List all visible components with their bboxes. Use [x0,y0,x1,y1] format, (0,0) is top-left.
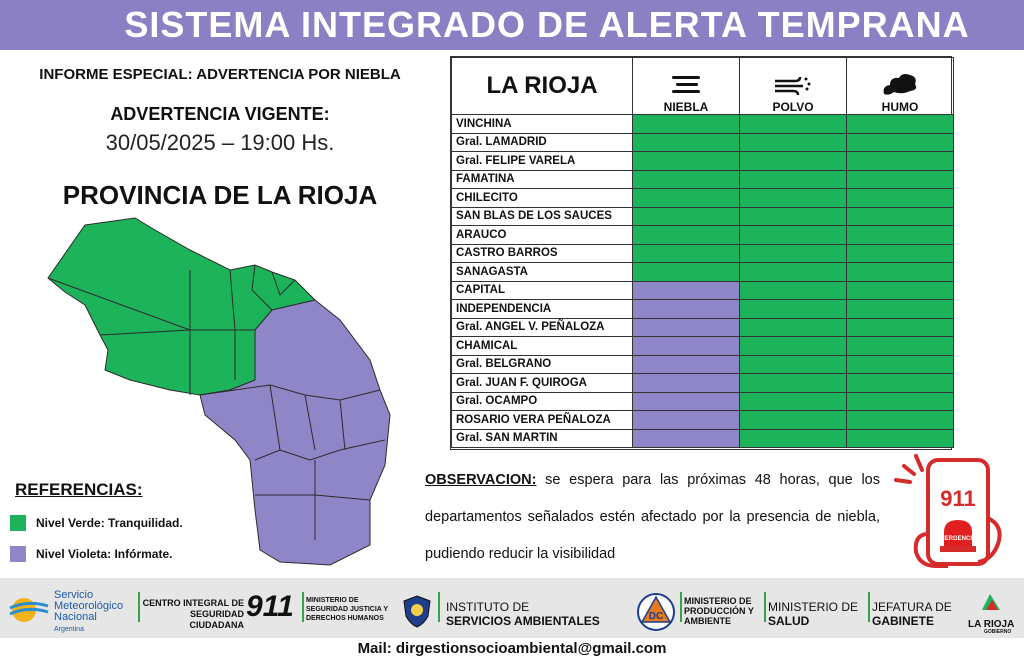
department-name: SAN BLAS DE LOS SAUCES [452,207,633,226]
centro-number: 911 [246,590,294,623]
la-rioja-text: LA RIOJA [968,619,1015,630]
divider [438,592,440,622]
emergency-phone-icon [886,448,1016,578]
alert-level-polvo [740,337,847,356]
alert-level-humo [847,244,954,263]
department-name: VINCHINA [452,115,633,134]
alert-level-humo [847,152,954,171]
department-name: CASTRO BARROS [452,244,633,263]
advertencia-label: ADVERTENCIA VIGENTE: [110,104,330,124]
page-title: SISTEMA INTEGRADO DE ALERTA TEMPRANA [124,4,970,45]
table-row [452,226,954,245]
alert-level-niebla [633,392,740,411]
department-name: Gral. LAMADRID [452,133,633,152]
table-row [452,133,954,152]
reference-violet-label: Nivel Violeta: Infórmate. [36,547,173,561]
department-name: Gral. JUAN F. QUIROGA [452,374,633,393]
table-row [452,263,954,282]
alert-level-niebla [633,300,740,319]
alert-level-niebla [633,429,740,448]
alert-level-humo [847,429,954,448]
alert-level-humo [847,337,954,356]
alert-level-humo [847,281,954,300]
observation-text [425,462,880,573]
alert-level-polvo [740,244,847,263]
alert-level-niebla [633,411,740,430]
alert-level-niebla [633,374,740,393]
alert-level-humo [847,263,954,282]
observation-label: OBSERVACION: [425,472,537,488]
table-row [452,152,954,171]
alert-level-niebla [633,133,740,152]
jefatura-line1: JEFATURA DE [872,600,952,614]
hazard-label-niebla: NIEBLA [663,100,709,114]
alert-level-humo [847,374,954,393]
hazard-header-polvo [740,58,847,115]
alert-level-humo [847,133,954,152]
alert-level-humo [847,115,954,134]
alert-level-humo [847,355,954,374]
alert-level-niebla [633,355,740,374]
table-row [452,392,954,411]
alert-level-humo [847,300,954,319]
alert-level-polvo [740,281,847,300]
hazard-label-humo: HUMO [881,100,919,114]
alert-level-humo [847,411,954,430]
alert-table [450,56,952,450]
emergency-number: 911 [940,486,976,511]
table-row [452,429,954,448]
header-bar [0,0,1024,50]
alert-level-niebla [633,226,740,245]
reference-violet [10,546,172,562]
salud-line1: MINISTERIO DE [768,600,859,614]
alert-level-niebla [633,170,740,189]
table-row [452,337,954,356]
department-name: Gral. OCAMPO [452,392,633,411]
alert-level-polvo [740,189,847,208]
alert-level-polvo [740,318,847,337]
hazard-header-niebla [633,58,740,115]
alert-level-niebla [633,318,740,337]
alert-level-polvo [740,429,847,448]
dc-text: DC [648,611,664,622]
advertencia-date: 30/05/2025 – 19:00 Hs. [105,130,335,155]
alert-level-polvo [740,300,847,319]
alert-level-niebla [633,189,740,208]
table-row [452,318,954,337]
table-region-header: LA RIOJA [452,58,633,115]
reference-green-label: Nivel Verde: Tranquilidad. [36,516,183,530]
department-name: Gral. SAN MARTIN [452,429,633,448]
contact-mail: Mail: dirgestionsocioambiental@gmail.com [357,640,667,657]
alert-level-humo [847,392,954,411]
alert-level-niebla [633,281,740,300]
smn-country: Argentina [54,626,84,633]
jefatura-line2: GABINETE [872,614,935,628]
department-name: CHAMICAL [452,337,633,356]
alert-level-polvo [740,152,847,171]
smn-logo-icon [8,594,50,626]
department-name: ARAUCO [452,226,633,245]
alert-level-niebla [633,337,740,356]
gobierno-text: GOBIERNO [984,629,1012,635]
alert-level-niebla [633,244,740,263]
alert-level-polvo [740,374,847,393]
table-row [452,170,954,189]
salud-line2: SALUD [768,614,810,628]
alert-level-polvo [740,355,847,374]
table-row [452,115,954,134]
divider [680,592,682,622]
green-swatch [10,515,26,531]
divider [868,592,870,622]
table-row [452,207,954,226]
alert-level-polvo [740,115,847,134]
emergency-label: EMERGENCIAS [935,536,981,542]
alert-level-polvo [740,411,847,430]
table-row [452,374,954,393]
department-name: ROSARIO VERA PEÑALOZA [452,411,633,430]
table-row [452,355,954,374]
table-row [452,300,954,319]
violet-swatch [10,546,26,562]
alert-level-niebla [633,263,740,282]
table-row [452,411,954,430]
alert-level-humo [847,189,954,208]
alert-level-humo [847,318,954,337]
hazard-header-humo [847,58,954,115]
instituto-line1: INSTITUTO DE [446,600,530,614]
department-name: CHILECITO [452,189,633,208]
footer-logos [0,578,1024,638]
table-row [452,281,954,300]
alert-level-polvo [740,170,847,189]
department-name: SANAGASTA [452,263,633,282]
report-subtitle: INFORME ESPECIAL: ADVERTENCIA POR NIEBLA [39,66,401,83]
centro-name: CENTRO INTEGRAL DE SEGURIDAD CIUDADANA [142,598,244,630]
table-row [452,189,954,208]
alert-level-niebla [633,152,740,171]
department-name: INDEPENDENCIA [452,300,633,319]
alert-level-humo [847,226,954,245]
police-shield-icon [402,594,432,628]
alert-level-polvo [740,392,847,411]
alert-level-humo [847,207,954,226]
alert-level-polvo [740,263,847,282]
alert-level-polvo [740,207,847,226]
alert-level-polvo [740,133,847,152]
ministerio-seguridad: MINISTERIO DE SEGURIDAD JUSTICIA Y DERECHOS HUMANOS [306,597,388,622]
dust-icon [773,74,813,96]
divider [138,592,140,622]
divider [764,592,766,622]
department-name: Gral. BELGRANO [452,355,633,374]
department-name: CAPITAL [452,281,633,300]
alert-level-niebla [633,115,740,134]
department-name: Gral. FELIPE VARELA [452,152,633,171]
department-name: FAMATINA [452,170,633,189]
smoke-icon [880,72,920,96]
hazard-label-polvo: POLVO [772,100,814,114]
la-rioja-logo-icon [980,592,1002,612]
divider [302,592,304,622]
alert-level-polvo [740,226,847,245]
references-title: REFERENCIAS: [15,480,143,499]
province-title: PROVINCIA DE LA RIOJA [62,180,378,210]
observation-body: se espera para las próximas 48 horas, que los departamentos señalados estén afectado por la presencia de niebla, pudiendo reducir la visibilidad [425,472,880,562]
ministerio-produccion: MINISTERIO DE PRODUCCIÓN Y AMBIENTE [684,596,754,626]
fog-icon [668,74,704,96]
alert-level-humo [847,170,954,189]
department-name: Gral. ANGEL V. PEÑALOZA [452,318,633,337]
instituto-line2: SERVICIOS AMBIENTALES [446,614,600,628]
reference-green [10,515,183,531]
smn-name: Servicio Meteorológico Nacional [54,589,124,623]
alert-level-niebla [633,207,740,226]
table-row [452,244,954,263]
defensa-civil-icon [636,592,676,632]
